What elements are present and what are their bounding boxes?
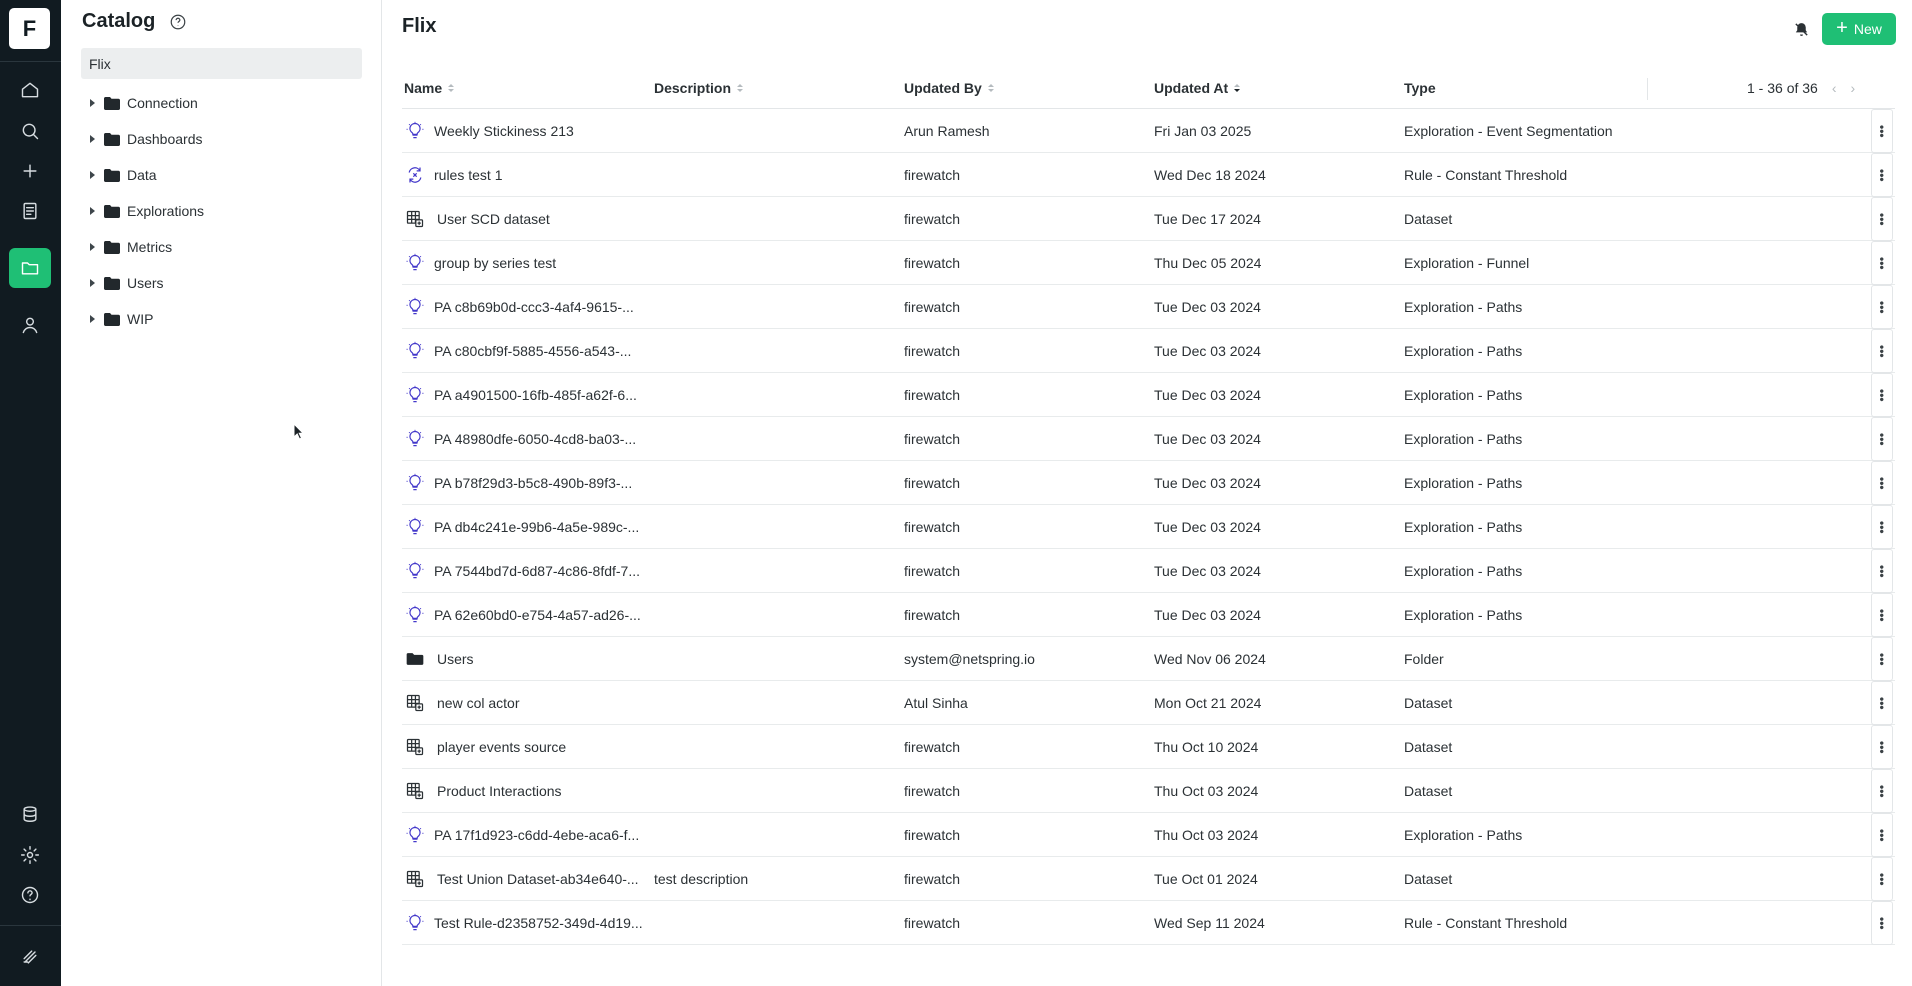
row-updated-by: system@netspring.io — [904, 651, 1035, 667]
chevron-right-icon[interactable]: › — [1850, 80, 1856, 96]
row-updated-at: Tue Dec 17 2024 — [1154, 211, 1261, 227]
row-type: Folder — [1404, 651, 1444, 667]
lightbulb-icon — [404, 549, 426, 593]
sort-icon[interactable] — [988, 84, 994, 92]
rail-divider-bottom — [0, 925, 61, 926]
more-vertical-icon: ••• — [1875, 564, 1889, 578]
folder-icon — [104, 241, 120, 254]
row-updated-by: firewatch — [904, 167, 961, 183]
tree-item-label: Users — [127, 275, 164, 291]
row-updated-by: Arun Ramesh — [904, 123, 990, 139]
sort-desc-icon[interactable] — [1234, 84, 1240, 92]
table-row[interactable] — [402, 153, 1895, 197]
row-updated-by: firewatch — [904, 739, 961, 755]
dataset-icon — [404, 725, 426, 769]
tree-item-label: Explorations — [127, 203, 205, 219]
row-updated-by: firewatch — [904, 431, 961, 447]
table-row[interactable] — [402, 285, 1895, 329]
row-type: Rule - Constant Threshold — [1404, 167, 1568, 183]
row-updated-by: firewatch — [904, 299, 961, 315]
row-updated-by: firewatch — [904, 519, 961, 535]
catalog-panel — [61, 0, 382, 986]
row-updated-at: Wed Sep 11 2024 — [1154, 915, 1265, 931]
tree-item-users[interactable] — [81, 265, 362, 301]
more-vertical-icon: ••• — [1875, 696, 1889, 710]
row-updated-at: Tue Dec 03 2024 — [1154, 431, 1261, 447]
row-updated-by: firewatch — [904, 475, 961, 491]
row-more-button[interactable] — [1871, 769, 1893, 813]
rail-settings-button[interactable] — [9, 835, 51, 875]
left-rail — [0, 0, 61, 986]
table-row[interactable] — [402, 505, 1895, 549]
table-row[interactable] — [402, 549, 1895, 593]
more-vertical-icon: ••• — [1875, 388, 1889, 402]
table-row[interactable] — [402, 901, 1895, 945]
row-name[interactable]: PA 17f1d923-c6dd-4ebe-aca6-f... — [434, 827, 640, 843]
rule-icon — [404, 153, 426, 197]
row-updated-at: Thu Oct 03 2024 — [1154, 827, 1259, 843]
tree-item-label: WIP — [127, 311, 154, 327]
column-header-type[interactable] — [1404, 80, 1436, 96]
row-more-button[interactable] — [1871, 593, 1893, 637]
caret-right-icon[interactable] — [90, 99, 95, 107]
more-vertical-icon: ••• — [1875, 652, 1889, 666]
more-vertical-icon: ••• — [1875, 344, 1889, 358]
row-updated-at: Thu Dec 05 2024 — [1154, 255, 1262, 271]
row-updated-by: firewatch — [904, 783, 961, 799]
row-name[interactable]: PA 7544bd7d-6d87-4c86-8fdf-7... — [434, 563, 641, 579]
tree-item-label: Connection — [127, 95, 198, 111]
page-title: Flix — [402, 15, 437, 37]
main-content — [382, 0, 1912, 986]
rail-help-button[interactable] — [9, 875, 51, 915]
row-type: Exploration - Paths — [1404, 475, 1523, 491]
rail-home-button[interactable] — [9, 70, 51, 110]
gear-icon — [20, 845, 40, 865]
row-updated-at: Thu Oct 03 2024 — [1154, 783, 1259, 799]
row-name[interactable]: Users — [437, 651, 474, 667]
row-more-button[interactable] — [1871, 857, 1893, 901]
row-more-button[interactable] — [1871, 153, 1893, 197]
user-icon — [20, 315, 40, 335]
row-updated-by: firewatch — [904, 607, 961, 623]
table-row[interactable] — [402, 813, 1895, 857]
row-type: Exploration - Event Segmentation — [1404, 123, 1613, 139]
table-row[interactable] — [402, 637, 1895, 681]
column-header-updated-by[interactable] — [904, 80, 994, 96]
row-updated-at: Tue Dec 03 2024 — [1154, 563, 1261, 579]
row-more-button[interactable] — [1871, 637, 1893, 681]
row-more-button[interactable] — [1871, 813, 1893, 857]
caret-right-icon[interactable] — [90, 243, 95, 251]
mouse-cursor-icon — [293, 423, 305, 441]
folder-icon — [104, 97, 120, 110]
plus-icon — [20, 161, 40, 181]
row-name[interactable]: PA a4901500-16fb-485f-a62f-6... — [434, 387, 637, 403]
row-more-button[interactable] — [1871, 241, 1893, 285]
catalog-tree — [81, 85, 362, 337]
table-header — [402, 68, 1895, 109]
caret-right-icon[interactable] — [90, 315, 95, 323]
row-more-button[interactable] — [1871, 461, 1893, 505]
brand-icon — [20, 947, 40, 967]
caret-right-icon[interactable] — [90, 279, 95, 287]
row-more-button[interactable] — [1871, 505, 1893, 549]
rail-notebook-button[interactable] — [9, 191, 51, 231]
header-divider — [1647, 78, 1648, 100]
tree-item-explorations[interactable] — [81, 193, 362, 229]
folder-icon — [104, 169, 120, 182]
table-row[interactable] — [402, 725, 1895, 769]
row-name[interactable]: Test Rule-d2358752-349d-4d19... — [434, 915, 643, 931]
row-updated-at: Tue Dec 03 2024 — [1154, 475, 1261, 491]
lightbulb-icon — [404, 373, 426, 417]
table-body — [402, 109, 1895, 931]
row-more-button[interactable] — [1871, 725, 1893, 769]
column-header-label: Description — [654, 80, 732, 96]
table-row[interactable] — [402, 241, 1895, 285]
row-description: test description — [654, 871, 749, 887]
row-updated-by: firewatch — [904, 255, 961, 271]
row-updated-at: Wed Dec 18 2024 — [1154, 167, 1266, 183]
folder-icon — [104, 277, 120, 290]
lightbulb-icon — [404, 109, 426, 153]
row-name[interactable]: Product Interactions — [437, 783, 562, 799]
caret-right-icon[interactable] — [90, 171, 95, 179]
row-updated-at: Fri Jan 03 2025 — [1154, 123, 1252, 139]
row-more-button[interactable] — [1871, 373, 1893, 417]
new-button-label: New — [1853, 21, 1882, 37]
more-vertical-icon: ••• — [1875, 256, 1889, 270]
lightbulb-icon — [404, 813, 426, 857]
row-name[interactable]: PA 48980dfe-6050-4cd8-ba03-... — [434, 431, 637, 447]
row-name[interactable]: PA db4c241e-99b6-4a5e-989c-... — [434, 519, 640, 535]
database-icon — [20, 805, 40, 825]
lightbulb-icon — [404, 505, 426, 549]
table-row[interactable] — [402, 857, 1895, 901]
row-name[interactable]: Test Union Dataset-ab34e640-... — [437, 871, 639, 887]
row-name[interactable]: group by series test — [434, 255, 557, 271]
tree-item-wip[interactable] — [81, 301, 362, 337]
row-type: Exploration - Paths — [1404, 519, 1523, 535]
row-name[interactable]: PA c80cbf9f-5885-4556-a543-... — [434, 343, 632, 359]
folder-icon — [20, 258, 40, 278]
column-header-label: Type — [1404, 80, 1436, 96]
table-row[interactable] — [402, 461, 1895, 505]
row-updated-at: Tue Dec 03 2024 — [1154, 519, 1261, 535]
more-vertical-icon: ••• — [1875, 300, 1889, 314]
bell-off-icon — [1793, 21, 1810, 38]
rail-user-button[interactable] — [9, 305, 51, 345]
lightbulb-icon — [404, 241, 426, 285]
row-more-button[interactable] — [1871, 417, 1893, 461]
row-updated-by: firewatch — [904, 827, 961, 843]
row-type: Exploration - Paths — [1404, 431, 1523, 447]
tree-item-label: Metrics — [127, 239, 173, 255]
row-updated-by: firewatch — [904, 871, 961, 887]
row-type: Exploration - Paths — [1404, 607, 1523, 623]
row-type: Exploration - Paths — [1404, 299, 1523, 315]
row-updated-at: Tue Dec 03 2024 — [1154, 387, 1261, 403]
row-type: Dataset — [1404, 695, 1453, 711]
row-name[interactable]: PA b78f29d3-b5c8-490b-89f3-... — [434, 475, 633, 491]
row-name[interactable]: User SCD dataset — [437, 211, 550, 227]
rail-catalog-button[interactable] — [9, 248, 51, 288]
row-type: Dataset — [1404, 871, 1453, 887]
row-updated-by: firewatch — [904, 387, 961, 403]
folder-icon — [104, 313, 120, 326]
home-icon — [20, 80, 40, 100]
table-row[interactable] — [402, 373, 1895, 417]
row-name[interactable]: new col actor — [437, 695, 520, 711]
row-type: Dataset — [1404, 783, 1453, 799]
pagination — [1747, 80, 1855, 96]
column-header-label: Updated At — [1154, 80, 1229, 96]
row-more-button[interactable] — [1871, 109, 1893, 153]
row-name[interactable]: PA c8b69b0d-ccc3-4af4-9615-... — [434, 299, 634, 315]
tree-item-label: Dashboards — [127, 131, 203, 147]
more-vertical-icon: ••• — [1875, 168, 1889, 182]
row-type: Dataset — [1404, 739, 1453, 755]
tree-item-metrics[interactable] — [81, 229, 362, 265]
row-updated-by: firewatch — [904, 915, 961, 931]
row-type: Rule - Constant Threshold — [1404, 915, 1568, 931]
table-row[interactable] — [402, 109, 1895, 153]
row-updated-by: firewatch — [904, 211, 961, 227]
lightbulb-icon — [404, 329, 426, 373]
lightbulb-icon — [404, 901, 426, 945]
column-header-name[interactable] — [404, 80, 454, 96]
tree-item-label: Data — [127, 167, 157, 183]
rail-database-button[interactable] — [9, 795, 51, 835]
column-header-label: Name — [404, 80, 443, 96]
pagination-label: 1 - 36 of 36 — [1747, 80, 1818, 96]
table-row[interactable] — [402, 329, 1895, 373]
column-header-updated-at[interactable] — [1154, 80, 1240, 96]
new-button[interactable] — [1822, 13, 1896, 45]
more-vertical-icon: ••• — [1875, 872, 1889, 886]
more-vertical-icon: ••• — [1875, 828, 1889, 842]
tree-item-connection[interactable] — [81, 85, 362, 121]
row-updated-at: Tue Dec 03 2024 — [1154, 299, 1261, 315]
tree-item-dashboards[interactable] — [81, 121, 362, 157]
dataset-icon — [404, 197, 426, 241]
table-row[interactable] — [402, 769, 1895, 813]
row-type: Dataset — [1404, 211, 1453, 227]
dataset-icon — [404, 681, 426, 725]
alert-button[interactable] — [1788, 14, 1814, 44]
table-row[interactable] — [402, 681, 1895, 725]
dataset-icon — [404, 769, 426, 813]
column-header-label: Updated By — [904, 80, 982, 96]
row-name[interactable]: PA 62e60bd0-e754-4a57-ad26-... — [434, 607, 641, 623]
row-updated-at: Tue Dec 03 2024 — [1154, 343, 1261, 359]
row-type: Exploration - Funnel — [1404, 255, 1530, 271]
row-name[interactable]: rules test 1 — [434, 167, 503, 183]
help-circle-icon[interactable] — [169, 13, 187, 31]
row-updated-at: Thu Oct 10 2024 — [1154, 739, 1259, 755]
lightbulb-icon — [404, 285, 426, 329]
table-row[interactable] — [402, 593, 1895, 637]
catalog-header — [82, 10, 187, 33]
folder-icon — [104, 205, 120, 218]
row-more-button[interactable] — [1871, 329, 1893, 373]
more-vertical-icon: ••• — [1875, 124, 1889, 138]
row-type: Exploration - Paths — [1404, 563, 1523, 579]
catalog-current-node[interactable]: Flix — [81, 48, 362, 79]
row-updated-by: Atul Sinha — [904, 695, 968, 711]
more-vertical-icon: ••• — [1875, 784, 1889, 798]
row-updated-at: Wed Nov 06 2024 — [1154, 651, 1266, 667]
rail-divider — [0, 61, 61, 62]
tree-item-data[interactable] — [81, 157, 362, 193]
row-more-button[interactable] — [1871, 901, 1893, 945]
column-header-description[interactable] — [654, 80, 743, 96]
row-type: Exploration - Paths — [1404, 827, 1523, 843]
catalog-table — [402, 68, 1895, 931]
search-icon — [20, 121, 40, 141]
more-vertical-icon: ••• — [1875, 212, 1889, 226]
lightbulb-icon — [404, 417, 426, 461]
lightbulb-icon — [404, 461, 426, 505]
app-logo[interactable]: F — [9, 8, 50, 49]
more-vertical-icon: ••• — [1875, 608, 1889, 622]
chevron-left-icon[interactable]: ‹ — [1831, 80, 1837, 96]
row-updated-by: firewatch — [904, 563, 961, 579]
caret-right-icon[interactable] — [90, 207, 95, 215]
folder-icon — [404, 637, 426, 681]
more-vertical-icon: ••• — [1875, 520, 1889, 534]
row-more-button[interactable] — [1871, 681, 1893, 725]
table-row[interactable] — [402, 197, 1895, 241]
rail-search-button[interactable] — [9, 111, 51, 151]
notebook-icon — [20, 201, 40, 221]
row-more-button[interactable] — [1871, 285, 1893, 329]
lightbulb-icon — [404, 593, 426, 637]
caret-right-icon[interactable] — [90, 135, 95, 143]
more-vertical-icon: ••• — [1875, 476, 1889, 490]
plus-icon: + — [1836, 17, 1848, 39]
row-type: Exploration - Paths — [1404, 343, 1523, 359]
catalog-title: Catalog — [82, 10, 156, 32]
more-vertical-icon: ••• — [1875, 740, 1889, 754]
rail-brand-button[interactable] — [9, 937, 51, 977]
row-more-button[interactable] — [1871, 549, 1893, 593]
row-updated-by: firewatch — [904, 343, 961, 359]
help-icon — [20, 885, 40, 905]
more-vertical-icon: ••• — [1875, 432, 1889, 446]
rail-new-button[interactable] — [9, 151, 51, 191]
row-more-button[interactable] — [1871, 197, 1893, 241]
row-updated-at: Tue Dec 03 2024 — [1154, 607, 1261, 623]
row-updated-at: Tue Oct 01 2024 — [1154, 871, 1258, 887]
table-row[interactable] — [402, 417, 1895, 461]
row-name[interactable]: Weekly Stickiness 213 — [434, 123, 574, 139]
folder-icon — [104, 133, 120, 146]
more-vertical-icon: ••• — [1875, 916, 1889, 930]
row-name[interactable]: player events source — [437, 739, 567, 755]
row-type: Exploration - Paths — [1404, 387, 1523, 403]
sort-icon[interactable] — [737, 84, 743, 92]
row-updated-at: Mon Oct 21 2024 — [1154, 695, 1262, 711]
dataset-icon — [404, 857, 426, 901]
sort-icon[interactable] — [448, 84, 454, 92]
